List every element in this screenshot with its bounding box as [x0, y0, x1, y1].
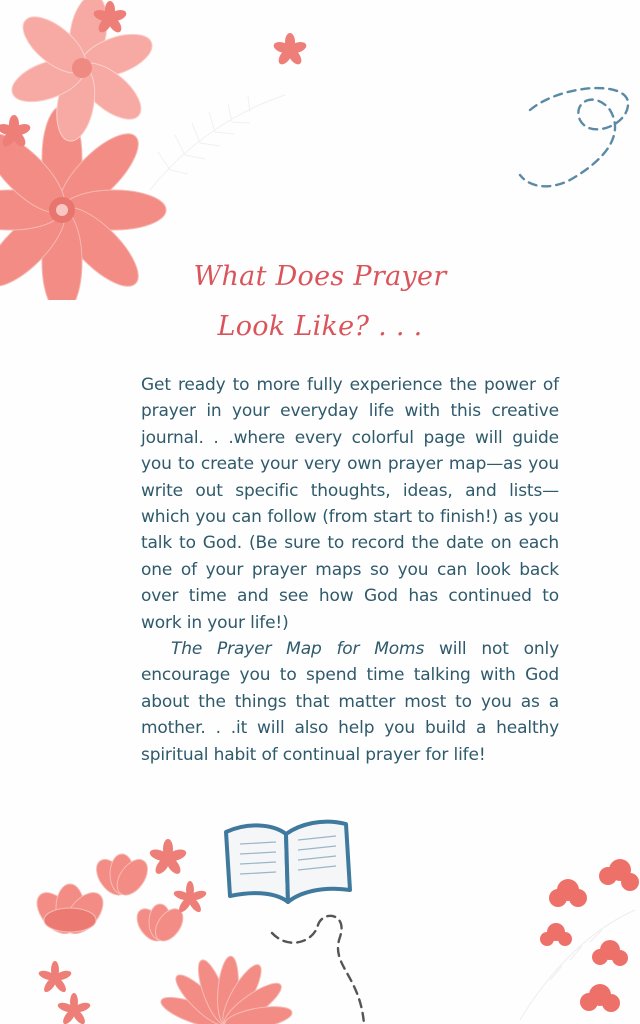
- flower-illustration: [540, 859, 639, 1012]
- body-paragraph: Get ready to more fully experience the power of prayer in your everyday life with this creative journal. . .where every colorful page will guide you to create your very own prayer map—as you write out specific thoughts, ideas, and lists—which you can follow (from start to finish!) as you talk to God. (Be sure to record the date on each one of your prayer maps so you can look back over time and see how God has continued to work in your life!): [141, 375, 559, 633]
- heading-line-2: Look Like? . . .: [217, 311, 423, 342]
- heading-line-1: What Does Prayer: [193, 261, 447, 292]
- bottom-right-flowers: [510, 850, 640, 1024]
- dashed-path: [268, 905, 378, 1024]
- page-heading: [120, 252, 520, 352]
- feather-leaf: [150, 95, 285, 190]
- body-text: [141, 372, 559, 768]
- dashed-path: [510, 80, 640, 200]
- paragraph-text: will not only encourage you to spend time talking with God about the things that matter most to you as a mother. . .it will also help you build a healthy spiritual habit of continual prayer for life!: [141, 639, 559, 765]
- body-paragraph: [141, 636, 559, 768]
- book-title: The Prayer Map for Moms: [171, 639, 425, 660]
- flower-illustration: [6, 0, 157, 144]
- open-book-icon: [218, 812, 358, 912]
